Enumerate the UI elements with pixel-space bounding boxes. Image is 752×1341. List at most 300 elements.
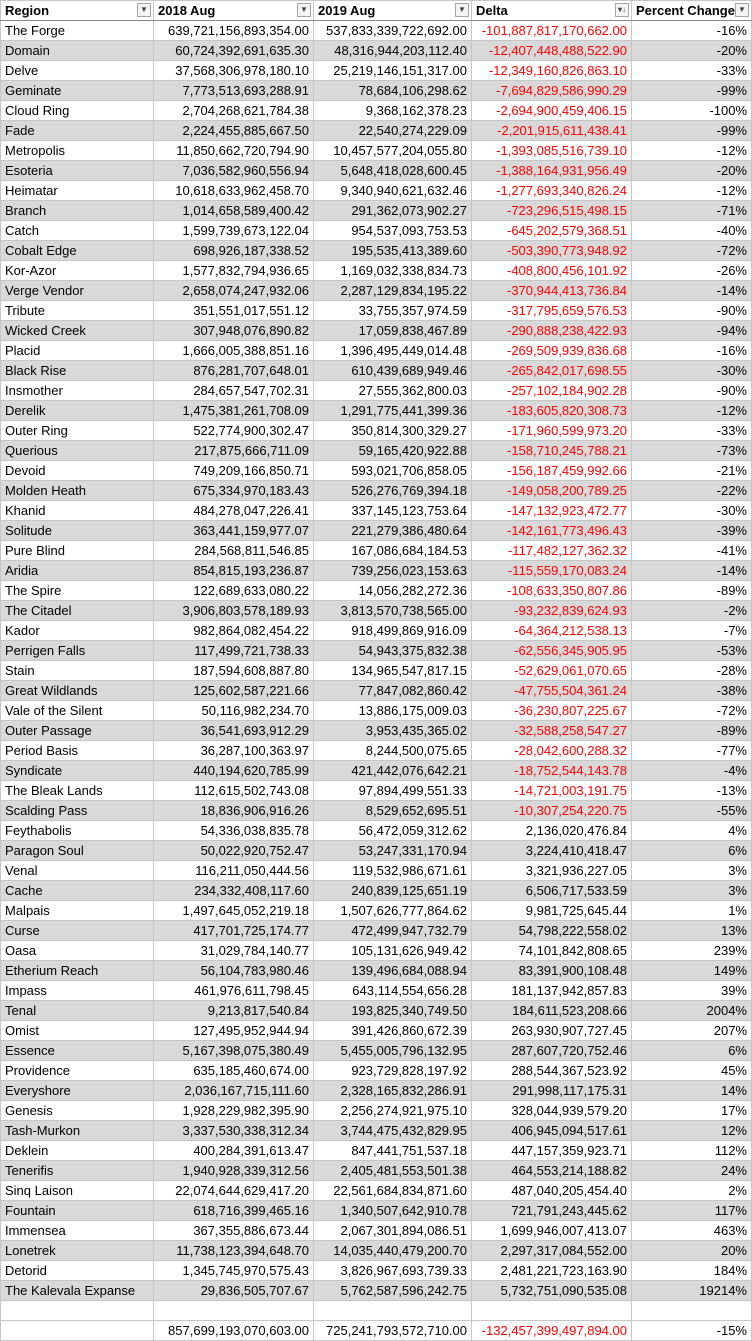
region-cell[interactable]: Malpais: [1, 901, 154, 921]
delta-cell[interactable]: 288,544,367,523.92: [472, 1061, 632, 1081]
percent-change-cell[interactable]: -90%: [632, 381, 752, 401]
aug-2018-cell[interactable]: 440,194,620,785.99: [154, 761, 314, 781]
delta-cell[interactable]: -408,800,456,101.92: [472, 261, 632, 281]
total-region-cell[interactable]: [1, 1321, 154, 1341]
aug-2018-cell[interactable]: 3,906,803,578,189.93: [154, 601, 314, 621]
aug-2019-cell[interactable]: 610,439,689,949.46: [314, 361, 472, 381]
aug-2018-cell[interactable]: 10,618,633,962,458.70: [154, 181, 314, 201]
percent-change-cell[interactable]: -90%: [632, 301, 752, 321]
region-cell[interactable]: Great Wildlands: [1, 681, 154, 701]
percent-change-cell[interactable]: 39%: [632, 981, 752, 1001]
percent-change-cell[interactable]: 24%: [632, 1161, 752, 1181]
aug-2018-cell[interactable]: 187,594,608,887.80: [154, 661, 314, 681]
aug-2019-cell[interactable]: 3,744,475,432,829.95: [314, 1121, 472, 1141]
percent-change-cell[interactable]: -71%: [632, 201, 752, 221]
region-cell[interactable]: Verge Vendor: [1, 281, 154, 301]
percent-change-cell[interactable]: -72%: [632, 701, 752, 721]
region-cell[interactable]: Pure Blind: [1, 541, 154, 561]
region-cell[interactable]: Essence: [1, 1041, 154, 1061]
aug-2019-cell[interactable]: 27,555,362,800.03: [314, 381, 472, 401]
delta-cell[interactable]: -645,202,579,368.51: [472, 221, 632, 241]
percent-change-cell[interactable]: -33%: [632, 61, 752, 81]
percent-change-cell[interactable]: 4%: [632, 821, 752, 841]
aug-2019-cell[interactable]: 1,291,775,441,399.36: [314, 401, 472, 421]
delta-cell[interactable]: -14,721,003,191.75: [472, 781, 632, 801]
aug-2019-cell[interactable]: 8,529,652,695.51: [314, 801, 472, 821]
delta-cell[interactable]: 184,611,523,208.66: [472, 1001, 632, 1021]
aug-2019-cell[interactable]: 105,131,626,949.42: [314, 941, 472, 961]
delta-cell[interactable]: -265,842,017,698.55: [472, 361, 632, 381]
aug-2018-cell[interactable]: 484,278,047,226.41: [154, 501, 314, 521]
percent-change-cell[interactable]: -14%: [632, 561, 752, 581]
region-cell[interactable]: Domain: [1, 41, 154, 61]
percent-change-cell[interactable]: -13%: [632, 781, 752, 801]
percent-change-cell[interactable]: 3%: [632, 861, 752, 881]
delta-cell[interactable]: 291,998,117,175.31: [472, 1081, 632, 1101]
aug-2019-cell[interactable]: 9,368,162,378.23: [314, 101, 472, 121]
aug-2019-cell[interactable]: 53,247,331,170.94: [314, 841, 472, 861]
aug-2019-cell[interactable]: 134,965,547,817.15: [314, 661, 472, 681]
percent-change-cell[interactable]: -16%: [632, 21, 752, 41]
percent-change-cell[interactable]: -89%: [632, 721, 752, 741]
aug-2019-cell[interactable]: 337,145,123,753.64: [314, 501, 472, 521]
dropdown-arrow-icon[interactable]: ▼: [137, 3, 151, 17]
delta-cell[interactable]: -52,629,061,070.65: [472, 661, 632, 681]
aug-2018-cell[interactable]: 116,211,050,444.56: [154, 861, 314, 881]
percent-change-cell[interactable]: 239%: [632, 941, 752, 961]
delta-cell[interactable]: 5,732,751,090,535.08: [472, 1281, 632, 1301]
region-cell[interactable]: Metropolis: [1, 141, 154, 161]
aug-2019-cell[interactable]: 195,535,413,389.60: [314, 241, 472, 261]
aug-2019-cell[interactable]: 22,540,274,229.09: [314, 121, 472, 141]
aug-2018-cell[interactable]: 1,599,739,673,122.04: [154, 221, 314, 241]
delta-cell[interactable]: -183,605,820,308.73: [472, 401, 632, 421]
region-cell[interactable]: Oasa: [1, 941, 154, 961]
aug-2019-cell[interactable]: 2,287,129,834,195.22: [314, 281, 472, 301]
region-cell[interactable]: Aridia: [1, 561, 154, 581]
aug-2018-cell[interactable]: 1,577,832,794,936.65: [154, 261, 314, 281]
aug-2019-cell[interactable]: 17,059,838,467.89: [314, 321, 472, 341]
aug-2019-cell[interactable]: 3,813,570,738,565.00: [314, 601, 472, 621]
region-cell[interactable]: Tenal: [1, 1001, 154, 1021]
delta-cell[interactable]: -36,230,807,225.67: [472, 701, 632, 721]
aug-2018-cell[interactable]: 876,281,707,648.01: [154, 361, 314, 381]
percent-change-cell[interactable]: 149%: [632, 961, 752, 981]
region-cell[interactable]: The Kalevala Expanse: [1, 1281, 154, 1301]
region-cell[interactable]: Outer Passage: [1, 721, 154, 741]
aug-2019-cell[interactable]: 78,684,106,298.62: [314, 81, 472, 101]
aug-2018-cell[interactable]: 749,209,166,850.71: [154, 461, 314, 481]
aug-2019-cell[interactable]: 2,328,165,832,286.91: [314, 1081, 472, 1101]
aug-2019-cell[interactable]: 5,648,418,028,600.45: [314, 161, 472, 181]
percent-change-cell[interactable]: -94%: [632, 321, 752, 341]
dropdown-arrow-icon[interactable]: ▼: [735, 3, 749, 17]
percent-change-cell[interactable]: -12%: [632, 181, 752, 201]
total-delta-cell[interactable]: -132,457,399,497,894.00: [472, 1321, 632, 1341]
aug-2018-cell[interactable]: 117,499,721,738.33: [154, 641, 314, 661]
region-cell[interactable]: Deklein: [1, 1141, 154, 1161]
aug-2018-cell[interactable]: 9,213,817,540.84: [154, 1001, 314, 1021]
aug-2019-cell[interactable]: 5,762,587,596,242.75: [314, 1281, 472, 1301]
percent-change-cell[interactable]: 12%: [632, 1121, 752, 1141]
region-cell[interactable]: Providence: [1, 1061, 154, 1081]
percent-change-cell[interactable]: -99%: [632, 121, 752, 141]
delta-cell[interactable]: 9,981,725,645.44: [472, 901, 632, 921]
delta-cell[interactable]: -2,201,915,611,438.41: [472, 121, 632, 141]
aug-2019-cell[interactable]: 10,457,577,204,055.80: [314, 141, 472, 161]
delta-cell[interactable]: -93,232,839,624.93: [472, 601, 632, 621]
percent-change-cell[interactable]: -89%: [632, 581, 752, 601]
aug-2018-cell[interactable]: 3,337,530,338,312.34: [154, 1121, 314, 1141]
percent-change-cell[interactable]: -53%: [632, 641, 752, 661]
region-cell[interactable]: Khanid: [1, 501, 154, 521]
delta-cell[interactable]: -158,710,245,788.21: [472, 441, 632, 461]
aug-2019-cell[interactable]: 59,165,420,922.88: [314, 441, 472, 461]
percent-change-cell[interactable]: -20%: [632, 161, 752, 181]
delta-cell[interactable]: -1,388,164,931,956.49: [472, 161, 632, 181]
aug-2018-cell[interactable]: 54,336,038,835.78: [154, 821, 314, 841]
aug-2018-cell[interactable]: 60,724,392,691,635.30: [154, 41, 314, 61]
aug-2019-cell[interactable]: 14,056,282,272.36: [314, 581, 472, 601]
delta-cell[interactable]: -101,887,817,170,662.00: [472, 21, 632, 41]
region-cell[interactable]: Scalding Pass: [1, 801, 154, 821]
percent-change-cell[interactable]: -33%: [632, 421, 752, 441]
aug-2019-cell[interactable]: 1,340,507,642,910.78: [314, 1201, 472, 1221]
percent-change-cell[interactable]: 463%: [632, 1221, 752, 1241]
aug-2018-cell[interactable]: 307,948,076,890.82: [154, 321, 314, 341]
percent-change-cell[interactable]: 117%: [632, 1201, 752, 1221]
delta-cell[interactable]: 487,040,205,454.40: [472, 1181, 632, 1201]
region-cell[interactable]: Insmother: [1, 381, 154, 401]
percent-change-cell[interactable]: -73%: [632, 441, 752, 461]
percent-change-cell[interactable]: 13%: [632, 921, 752, 941]
percent-change-cell[interactable]: 112%: [632, 1141, 752, 1161]
delta-cell[interactable]: 721,791,243,445.62: [472, 1201, 632, 1221]
region-cell[interactable]: Esoteria: [1, 161, 154, 181]
region-cell[interactable]: Impass: [1, 981, 154, 1001]
region-cell[interactable]: Tribute: [1, 301, 154, 321]
percent-change-cell[interactable]: -39%: [632, 521, 752, 541]
aug-2018-cell[interactable]: 2,704,268,621,784.38: [154, 101, 314, 121]
delta-cell[interactable]: 3,224,410,418.47: [472, 841, 632, 861]
aug-2019-cell[interactable]: 97,894,499,551.33: [314, 781, 472, 801]
region-cell[interactable]: The Citadel: [1, 601, 154, 621]
region-cell[interactable]: Omist: [1, 1021, 154, 1041]
percent-change-cell[interactable]: -28%: [632, 661, 752, 681]
percent-change-cell[interactable]: -12%: [632, 401, 752, 421]
aug-2019-cell[interactable]: 139,496,684,088.94: [314, 961, 472, 981]
delta-cell[interactable]: 2,297,317,084,552.00: [472, 1241, 632, 1261]
dropdown-arrow-icon[interactable]: ▼: [297, 3, 311, 17]
aug-2019-cell[interactable]: 193,825,340,749.50: [314, 1001, 472, 1021]
delta-cell[interactable]: -142,161,773,496.43: [472, 521, 632, 541]
aug-2018-cell[interactable]: 217,875,666,711.09: [154, 441, 314, 461]
aug-2018-cell[interactable]: 5,167,398,075,380.49: [154, 1041, 314, 1061]
percent-change-cell[interactable]: 6%: [632, 841, 752, 861]
delta-cell[interactable]: -147,132,923,472.77: [472, 501, 632, 521]
aug-2019-cell[interactable]: 8,244,500,075.65: [314, 741, 472, 761]
region-cell[interactable]: Tash-Murkon: [1, 1121, 154, 1141]
aug-2019-cell[interactable]: 593,021,706,858.05: [314, 461, 472, 481]
aug-2019-cell[interactable]: 526,276,769,394.18: [314, 481, 472, 501]
aug-2019-cell[interactable]: 739,256,023,153.63: [314, 561, 472, 581]
aug-2019-cell[interactable]: 5,455,005,796,132.95: [314, 1041, 472, 1061]
percent-change-cell[interactable]: -99%: [632, 81, 752, 101]
aug-2018-cell[interactable]: 50,116,982,234.70: [154, 701, 314, 721]
delta-cell[interactable]: -62,556,345,905.95: [472, 641, 632, 661]
aug-2018-cell[interactable]: 50,022,920,752.47: [154, 841, 314, 861]
percent-change-cell[interactable]: -12%: [632, 141, 752, 161]
delta-cell[interactable]: 3,321,936,227.05: [472, 861, 632, 881]
delta-cell[interactable]: 6,506,717,533.59: [472, 881, 632, 901]
aug-2019-cell[interactable]: 421,442,076,642.21: [314, 761, 472, 781]
aug-2019-cell[interactable]: 537,833,339,722,692.00: [314, 21, 472, 41]
delta-cell[interactable]: 2,481,221,723,163.90: [472, 1261, 632, 1281]
aug-2018-cell[interactable]: 36,287,100,363.97: [154, 741, 314, 761]
aug-2018-cell[interactable]: 112,615,502,743.08: [154, 781, 314, 801]
delta-cell[interactable]: 74,101,842,808.65: [472, 941, 632, 961]
region-cell[interactable]: Heimatar: [1, 181, 154, 201]
aug-2019-cell[interactable]: 48,316,944,203,112.40: [314, 41, 472, 61]
aug-2018-cell[interactable]: 367,355,886,673.44: [154, 1221, 314, 1241]
delta-cell[interactable]: 328,044,939,579.20: [472, 1101, 632, 1121]
region-cell[interactable]: Feythabolis: [1, 821, 154, 841]
region-cell[interactable]: Tenerifis: [1, 1161, 154, 1181]
aug-2018-cell[interactable]: 639,721,156,893,354.00: [154, 21, 314, 41]
region-cell[interactable]: Cache: [1, 881, 154, 901]
percent-change-cell[interactable]: -2%: [632, 601, 752, 621]
percent-change-cell[interactable]: -72%: [632, 241, 752, 261]
delta-cell[interactable]: -117,482,127,362.32: [472, 541, 632, 561]
region-cell[interactable]: Sinq Laison: [1, 1181, 154, 1201]
delta-cell[interactable]: -64,364,212,538.13: [472, 621, 632, 641]
aug-2018-cell[interactable]: 675,334,970,183.43: [154, 481, 314, 501]
delta-cell[interactable]: -1,277,693,340,826.24: [472, 181, 632, 201]
aug-2019-cell[interactable]: 918,499,869,916.09: [314, 621, 472, 641]
aug-2018-cell[interactable]: 125,602,587,221.66: [154, 681, 314, 701]
aug-2018-cell[interactable]: 698,926,187,338.52: [154, 241, 314, 261]
percent-change-cell[interactable]: -77%: [632, 741, 752, 761]
aug-2018-cell[interactable]: 22,074,644,629,417.20: [154, 1181, 314, 1201]
delta-cell[interactable]: -149,058,200,789.25: [472, 481, 632, 501]
aug-2018-cell[interactable]: 31,029,784,140.77: [154, 941, 314, 961]
region-cell[interactable]: The Bleak Lands: [1, 781, 154, 801]
percent-change-cell[interactable]: -41%: [632, 541, 752, 561]
total-pct-cell[interactable]: -15%: [632, 1321, 752, 1341]
percent-change-cell[interactable]: -26%: [632, 261, 752, 281]
percent-change-cell[interactable]: 45%: [632, 1061, 752, 1081]
aug-2019-cell[interactable]: 240,839,125,651.19: [314, 881, 472, 901]
region-cell[interactable]: Derelik: [1, 401, 154, 421]
delta-cell[interactable]: -370,944,413,736.84: [472, 281, 632, 301]
aug-2018-cell[interactable]: 618,716,399,465.16: [154, 1201, 314, 1221]
percent-change-cell[interactable]: -20%: [632, 41, 752, 61]
aug-2018-cell[interactable]: 284,568,811,546.85: [154, 541, 314, 561]
aug-2019-cell[interactable]: 1,396,495,449,014.48: [314, 341, 472, 361]
aug-2019-cell[interactable]: 14,035,440,479,200.70: [314, 1241, 472, 1261]
percent-change-cell[interactable]: -4%: [632, 761, 752, 781]
aug-2018-cell[interactable]: 36,541,693,912.29: [154, 721, 314, 741]
region-cell[interactable]: Kador: [1, 621, 154, 641]
aug-2019-cell[interactable]: 119,532,986,671.61: [314, 861, 472, 881]
aug-2019-cell[interactable]: 3,826,967,693,739.33: [314, 1261, 472, 1281]
aug-2018-cell[interactable]: 522,774,900,302.47: [154, 421, 314, 441]
aug-2019-cell[interactable]: 3,953,435,365.02: [314, 721, 472, 741]
percent-change-cell[interactable]: 2004%: [632, 1001, 752, 1021]
aug-2018-cell[interactable]: 1,666,005,388,851.16: [154, 341, 314, 361]
delta-cell[interactable]: -290,888,238,422.93: [472, 321, 632, 341]
percent-change-cell[interactable]: 19214%: [632, 1281, 752, 1301]
total-2018-cell[interactable]: 857,699,193,070,603.00: [154, 1321, 314, 1341]
aug-2019-cell[interactable]: 13,886,175,009.03: [314, 701, 472, 721]
percent-change-cell[interactable]: -38%: [632, 681, 752, 701]
aug-2018-cell[interactable]: 127,495,952,944.94: [154, 1021, 314, 1041]
percent-change-cell[interactable]: 6%: [632, 1041, 752, 1061]
region-cell[interactable]: Cobalt Edge: [1, 241, 154, 261]
delta-cell[interactable]: 406,945,094,517.61: [472, 1121, 632, 1141]
aug-2019-cell[interactable]: 22,561,684,834,871.60: [314, 1181, 472, 1201]
aug-2019-cell[interactable]: 167,086,684,184.53: [314, 541, 472, 561]
percent-change-cell[interactable]: 184%: [632, 1261, 752, 1281]
aug-2018-cell[interactable]: 11,738,123,394,648.70: [154, 1241, 314, 1261]
delta-cell[interactable]: -171,960,599,973.20: [472, 421, 632, 441]
percent-change-cell[interactable]: 2%: [632, 1181, 752, 1201]
region-cell[interactable]: Genesis: [1, 1101, 154, 1121]
aug-2019-cell[interactable]: 391,426,860,672.39: [314, 1021, 472, 1041]
aug-2018-cell[interactable]: 18,836,906,916.26: [154, 801, 314, 821]
region-cell[interactable]: Black Rise: [1, 361, 154, 381]
region-cell[interactable]: Outer Ring: [1, 421, 154, 441]
delta-cell[interactable]: -108,633,350,807.86: [472, 581, 632, 601]
percent-change-cell[interactable]: -30%: [632, 361, 752, 381]
delta-cell[interactable]: -156,187,459,992.66: [472, 461, 632, 481]
region-cell[interactable]: Kor-Azor: [1, 261, 154, 281]
aug-2018-cell[interactable]: 2,658,074,247,932.06: [154, 281, 314, 301]
region-cell[interactable]: Everyshore: [1, 1081, 154, 1101]
percent-change-cell[interactable]: 14%: [632, 1081, 752, 1101]
aug-2019-cell[interactable]: 2,067,301,894,086.51: [314, 1221, 472, 1241]
aug-2019-cell[interactable]: 1,169,032,338,834.73: [314, 261, 472, 281]
region-cell[interactable]: Immensea: [1, 1221, 154, 1241]
percent-change-cell[interactable]: -16%: [632, 341, 752, 361]
aug-2019-cell[interactable]: 77,847,082,860.42: [314, 681, 472, 701]
aug-2019-cell[interactable]: 2,256,274,921,975.10: [314, 1101, 472, 1121]
delta-cell[interactable]: 1,699,946,007,413.07: [472, 1221, 632, 1241]
delta-cell[interactable]: -28,042,600,288.32: [472, 741, 632, 761]
aug-2018-cell[interactable]: 7,773,513,693,288.91: [154, 81, 314, 101]
delta-cell[interactable]: 287,607,720,752.46: [472, 1041, 632, 1061]
region-cell[interactable]: Devoid: [1, 461, 154, 481]
region-cell[interactable]: The Spire: [1, 581, 154, 601]
aug-2018-cell[interactable]: 854,815,193,236.87: [154, 561, 314, 581]
aug-2018-cell[interactable]: 11,850,662,720,794.90: [154, 141, 314, 161]
aug-2018-cell[interactable]: 635,185,460,674.00: [154, 1061, 314, 1081]
aug-2019-cell[interactable]: 954,537,093,753.53: [314, 221, 472, 241]
region-cell[interactable]: Fade: [1, 121, 154, 141]
delta-cell[interactable]: 464,553,214,188.82: [472, 1161, 632, 1181]
aug-2018-cell[interactable]: 37,568,306,978,180.10: [154, 61, 314, 81]
delta-cell[interactable]: -47,755,504,361.24: [472, 681, 632, 701]
percent-change-cell[interactable]: 207%: [632, 1021, 752, 1041]
region-cell[interactable]: Geminate: [1, 81, 154, 101]
aug-2019-cell[interactable]: 643,114,554,656.28: [314, 981, 472, 1001]
percent-change-cell[interactable]: -7%: [632, 621, 752, 641]
aug-2018-cell[interactable]: 1,475,381,261,708.09: [154, 401, 314, 421]
delta-cell[interactable]: -12,349,160,826,863.10: [472, 61, 632, 81]
percent-change-cell[interactable]: -40%: [632, 221, 752, 241]
delta-cell[interactable]: -32,588,258,547.27: [472, 721, 632, 741]
region-cell[interactable]: Period Basis: [1, 741, 154, 761]
region-cell[interactable]: Delve: [1, 61, 154, 81]
aug-2018-cell[interactable]: 1,940,928,339,312.56: [154, 1161, 314, 1181]
region-cell[interactable]: Cloud Ring: [1, 101, 154, 121]
aug-2018-cell[interactable]: 461,976,611,798.45: [154, 981, 314, 1001]
percent-change-cell[interactable]: -30%: [632, 501, 752, 521]
aug-2018-cell[interactable]: 284,657,547,702.31: [154, 381, 314, 401]
aug-2018-cell[interactable]: 400,284,391,613.47: [154, 1141, 314, 1161]
aug-2019-cell[interactable]: 291,362,073,902.27: [314, 201, 472, 221]
aug-2019-cell[interactable]: 2,405,481,553,501.38: [314, 1161, 472, 1181]
delta-cell[interactable]: -115,559,170,083.24: [472, 561, 632, 581]
aug-2018-cell[interactable]: 1,345,745,970,575.43: [154, 1261, 314, 1281]
aug-2019-cell[interactable]: 221,279,386,480.64: [314, 521, 472, 541]
aug-2019-cell[interactable]: 25,219,146,151,317.00: [314, 61, 472, 81]
percent-change-cell[interactable]: -100%: [632, 101, 752, 121]
region-cell[interactable]: Curse: [1, 921, 154, 941]
region-cell[interactable]: Catch: [1, 221, 154, 241]
region-cell[interactable]: Venal: [1, 861, 154, 881]
region-cell[interactable]: Syndicate: [1, 761, 154, 781]
aug-2018-cell[interactable]: 1,928,229,982,395.90: [154, 1101, 314, 1121]
aug-2019-cell[interactable]: 847,441,751,537.18: [314, 1141, 472, 1161]
aug-2019-cell[interactable]: 350,814,300,329.27: [314, 421, 472, 441]
aug-2018-cell[interactable]: 363,441,159,977.07: [154, 521, 314, 541]
delta-cell[interactable]: 2,136,020,476.84: [472, 821, 632, 841]
delta-cell[interactable]: 447,157,359,923.71: [472, 1141, 632, 1161]
aug-2018-cell[interactable]: 2,036,167,715,111.60: [154, 1081, 314, 1101]
aug-2018-cell[interactable]: 234,332,408,117.60: [154, 881, 314, 901]
region-cell[interactable]: Querious: [1, 441, 154, 461]
region-cell[interactable]: Wicked Creek: [1, 321, 154, 341]
region-cell[interactable]: Branch: [1, 201, 154, 221]
delta-cell[interactable]: -2,694,900,459,406.15: [472, 101, 632, 121]
region-cell[interactable]: Molden Heath: [1, 481, 154, 501]
delta-cell[interactable]: 83,391,900,108.48: [472, 961, 632, 981]
aug-2019-cell[interactable]: 472,499,947,732.79: [314, 921, 472, 941]
region-cell[interactable]: Etherium Reach: [1, 961, 154, 981]
delta-cell[interactable]: 181,137,942,857.83: [472, 981, 632, 1001]
percent-change-cell[interactable]: 17%: [632, 1101, 752, 1121]
region-cell[interactable]: Solitude: [1, 521, 154, 541]
total-2019-cell[interactable]: 725,241,793,572,710.00: [314, 1321, 472, 1341]
region-cell[interactable]: Fountain: [1, 1201, 154, 1221]
delta-cell[interactable]: -12,407,448,488,522.90: [472, 41, 632, 61]
aug-2018-cell[interactable]: 7,036,582,960,556.94: [154, 161, 314, 181]
aug-2018-cell[interactable]: 122,689,633,080.22: [154, 581, 314, 601]
region-cell[interactable]: Perrigen Falls: [1, 641, 154, 661]
percent-change-cell[interactable]: 3%: [632, 881, 752, 901]
delta-cell[interactable]: -1,393,085,516,739.10: [472, 141, 632, 161]
aug-2018-cell[interactable]: 2,224,455,885,667.50: [154, 121, 314, 141]
region-cell[interactable]: Stain: [1, 661, 154, 681]
aug-2019-cell[interactable]: 56,472,059,312.62: [314, 821, 472, 841]
delta-cell[interactable]: 54,798,222,558.02: [472, 921, 632, 941]
delta-cell[interactable]: -18,752,544,143.78: [472, 761, 632, 781]
aug-2018-cell[interactable]: 1,014,658,589,400.42: [154, 201, 314, 221]
percent-change-cell[interactable]: 20%: [632, 1241, 752, 1261]
delta-cell[interactable]: 263,930,907,727.45: [472, 1021, 632, 1041]
aug-2018-cell[interactable]: 351,551,017,551.12: [154, 301, 314, 321]
